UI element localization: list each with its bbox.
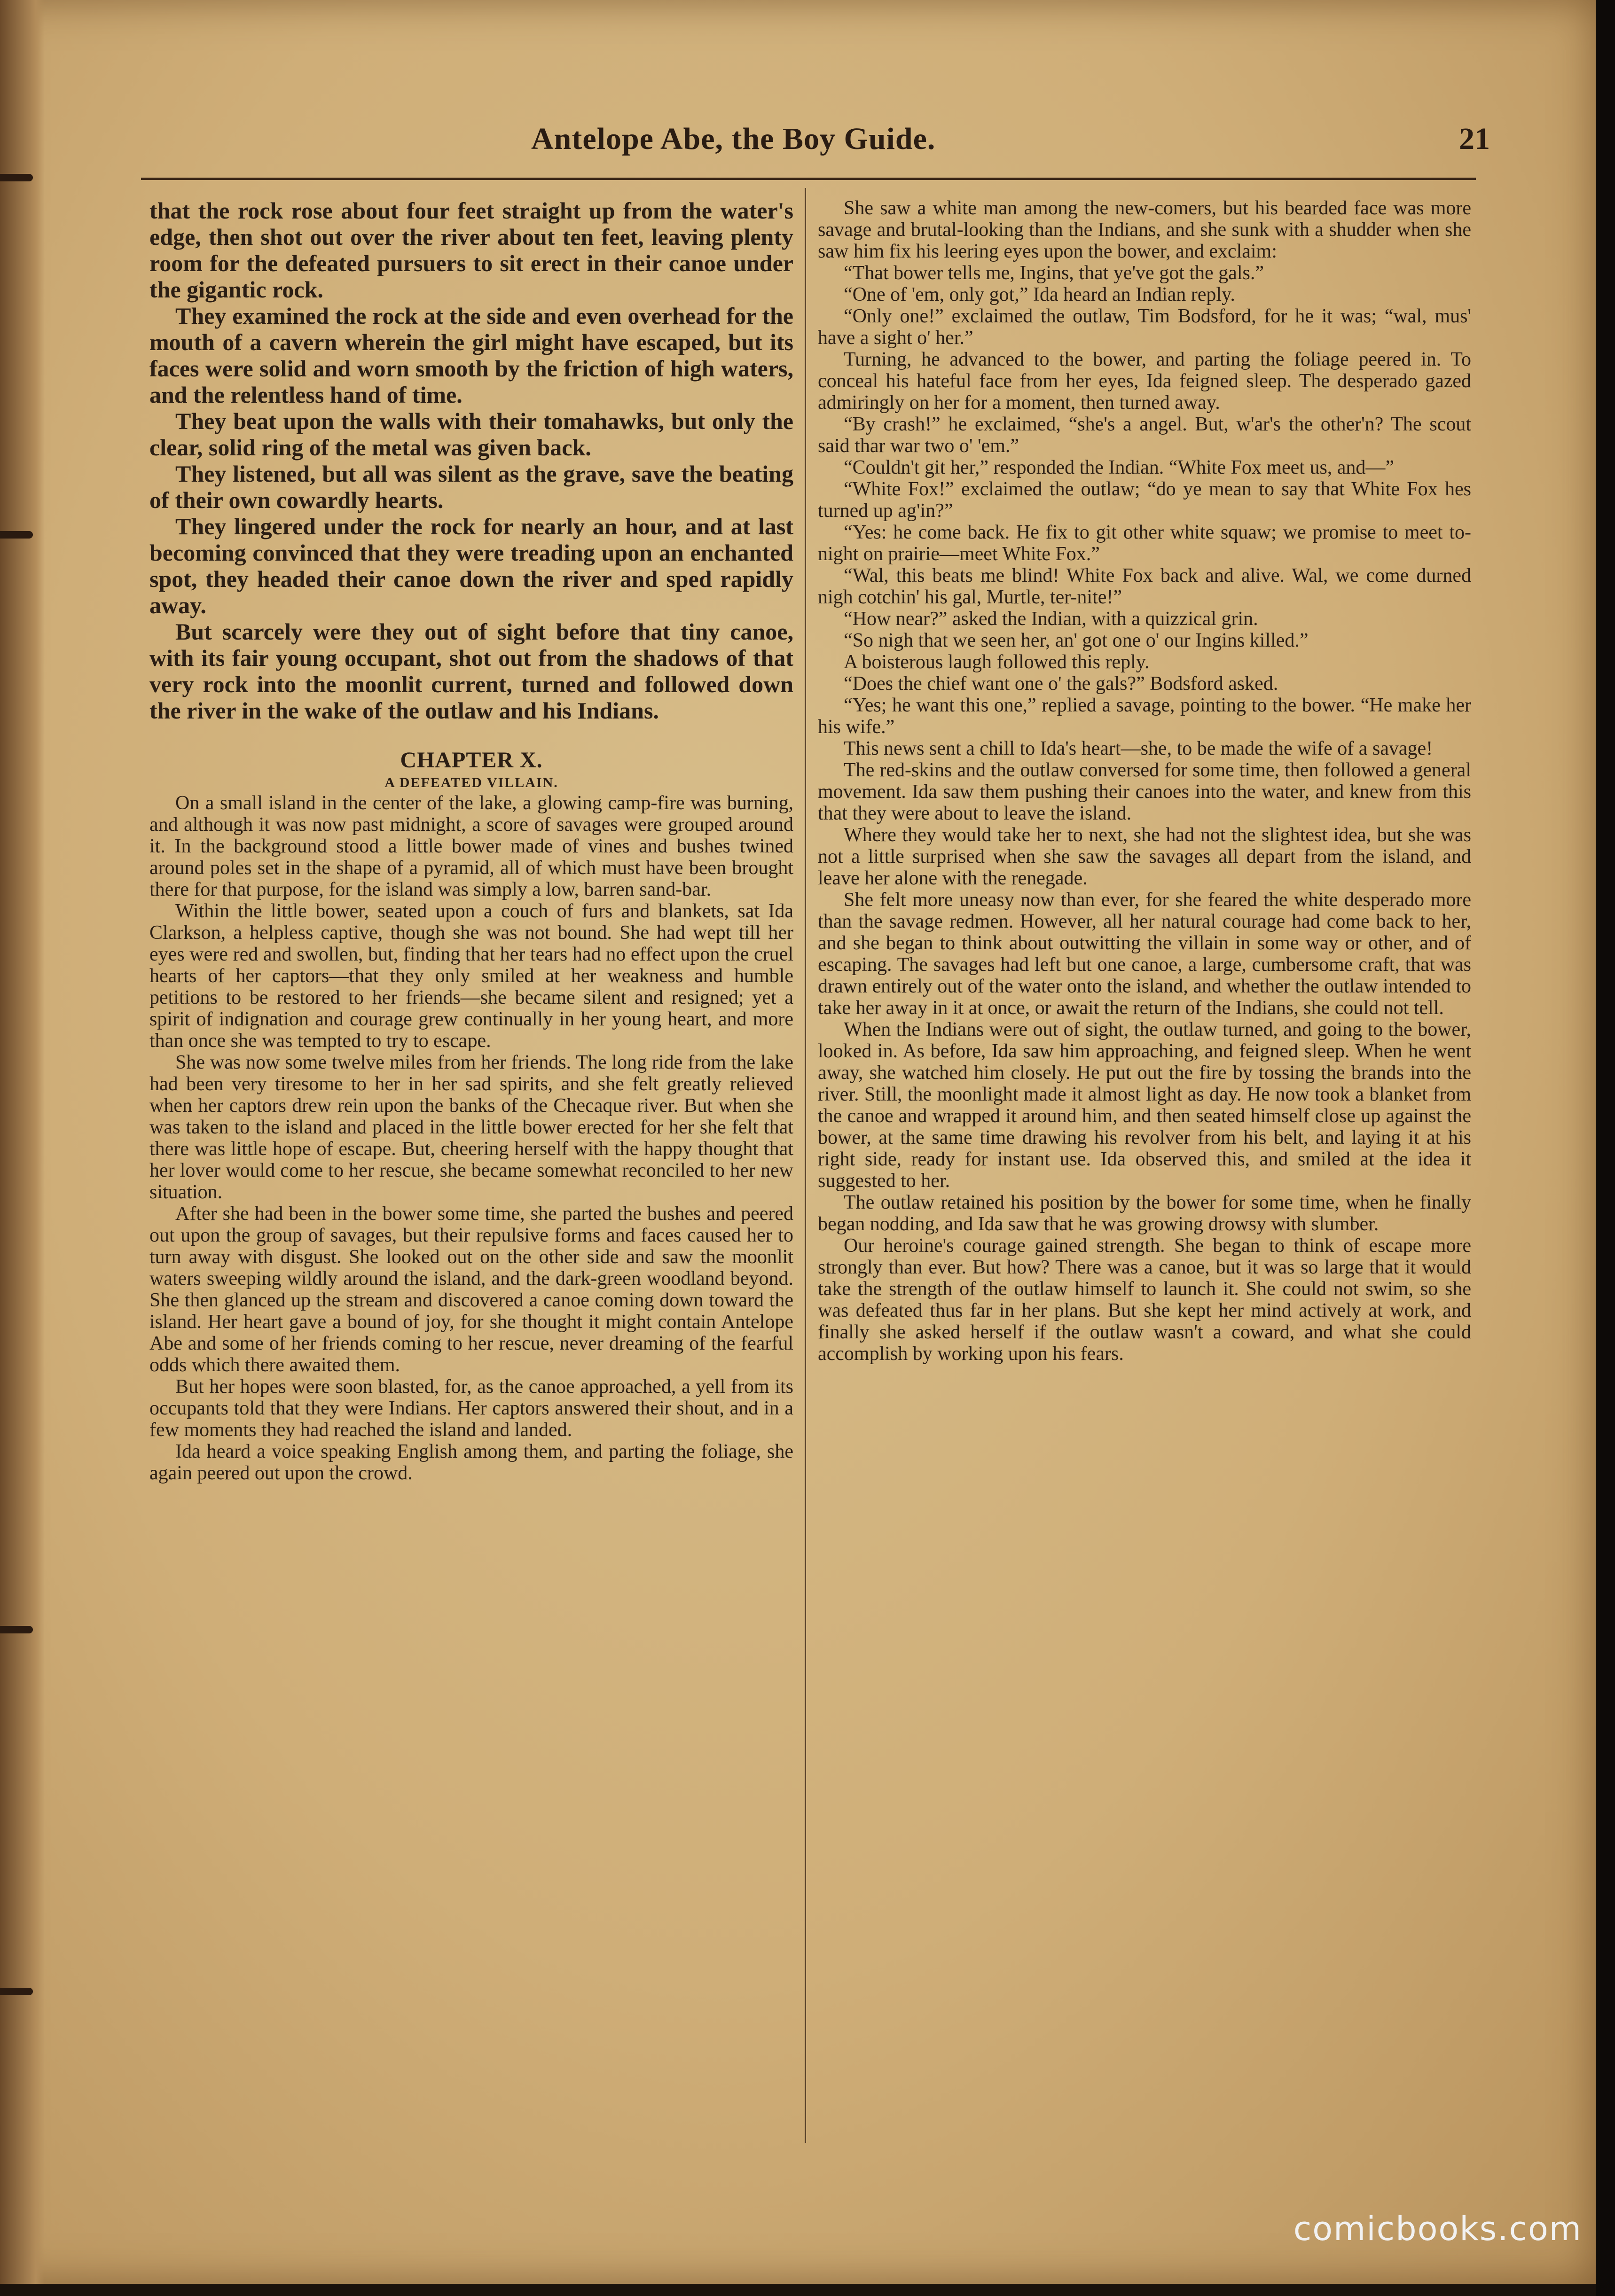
left-column bbox=[149, 197, 793, 2143]
binding-edge bbox=[0, 0, 45, 2284]
column-divider bbox=[805, 188, 806, 2143]
chapter-heading: CHAPTER X. bbox=[400, 748, 543, 773]
paragraph: They listened, but all was silent as the grave, save the beating of their own cowardly hearts. bbox=[149, 461, 793, 513]
page-header bbox=[531, 121, 1490, 168]
paragraph: “By crash!” he exclaimed, “she's a angel. But, w'ar's the other'n? The scout said thar war two o' 'em.” bbox=[818, 414, 1471, 457]
lead-text bbox=[149, 197, 793, 724]
paragraph: On a small island in the center of the lake, a glowing camp-fire was burning, and although it was now past midnight, a score of savages were grouped around it. In the background stood a little bower made of vines and bushes twined around poles set in the shape of a pyramid, all of which must have been brought there for that purpose, for the island was simply a low, barren sand-bar. bbox=[149, 792, 793, 900]
paragraph: This news sent a chill to Ida's heart—she, to be made the wife of a savage! bbox=[844, 738, 1433, 759]
staple-mark bbox=[0, 1626, 33, 1633]
paragraph: “Does the chief want one o' the gals?” Bodsford asked. bbox=[844, 673, 1278, 695]
chapter-subtitle: A DEFEATED VILLAIN. bbox=[384, 775, 558, 790]
page-number: 21 bbox=[1459, 122, 1490, 156]
paragraph: They beat upon the walls with their tomahawks, but only the clear, solid ring of the metal was given back. bbox=[149, 408, 793, 461]
paragraph: But her hopes were soon blasted, for, as the canoe approached, a yell from its occupants told that they were Indians. Her captors answered their shout, and in a few moments they had reached the island and landed. bbox=[149, 1376, 793, 1441]
header-rule bbox=[141, 178, 1476, 180]
paragraph: “White Fox!” exclaimed the outlaw; “do ye mean to say that White Fox hes turned up ag'in?” bbox=[818, 478, 1471, 522]
paragraph: She was now some twelve miles from her friends. The long ride from the lake had been very tiresome to her in her sad spirits, and she felt greatly relieved when her captors drew rein upon the banks of the Checaque river. But when she was taken to the island and placed in the little bower erected for her she felt that there was little hope of escape. But, cheering herself with the happy thought that her lover would come to her rescue, she became somewhat reconciled to her new situation. bbox=[149, 1052, 793, 1203]
paragraph: Ida heard a voice speaking English among them, and parting the foliage, she again peered out upon the crowd. bbox=[149, 1441, 793, 1484]
paragraph: A boisterous laugh followed this reply. bbox=[844, 651, 1150, 673]
running-title: Antelope Abe, the Boy Guide. bbox=[531, 122, 936, 156]
paragraph: Turning, he advanced to the bower, and parting the foliage peered in. To conceal his hateful face from her eyes, Ida feigned sleep. The desperado gazed admiringly on her for a moment, then turned away. bbox=[818, 349, 1471, 414]
right-column bbox=[818, 197, 1471, 2143]
paragraph: “One of 'em, only got,” Ida heard an Indian reply. bbox=[844, 284, 1235, 305]
paragraph: She saw a white man among the new-comers, but his bearded face was more savage and brutal-looking than the Indians, and she sunk with a shudder when she saw him fix his leering eyes upon the bower, and exclaim: bbox=[818, 197, 1471, 262]
paragraph: “That bower tells me, Ingins, that ye've got the gals.” bbox=[844, 262, 1264, 284]
paragraph: When the Indians were out of sight, the outlaw turned, and going to the bower, looked in. As before, Ida saw him approaching, and feigned sleep. When he went away, she watched him closely. He put out the fire by tossing the brands into the river. Still, the moonlight made it almost light as day. He now took a blanket from the canoe and wrapped it around him, and then seated himself close up against the bower, at the same time drawing his revolver from his belt, and laying it at his right side, ready for instant use. Ida observed this, and smiled at the idea it suggested to her. bbox=[818, 1019, 1471, 1192]
paragraph: She felt more uneasy now than ever, for she feared the white desperado more than the savage redmen. However, all her natural courage had come back to her, and she began to think about outwitting the villain in some way or other, and of escaping. The savages had left but one canoe, a large, cumbersome craft, that was drawn entirely out of the water onto the island, and whether the outlaw intended to take her away in it at once, or await the return of the Indians, she could not tell. bbox=[818, 889, 1471, 1019]
paragraph: “Yes; he want this one,” replied a savage, pointing to the bower. “He make her his wife.” bbox=[818, 695, 1471, 738]
paragraph: Our heroine's courage gained strength. She began to think of escape more strongly than ever. But how? There was a canoe, but it was so large that it would take the strength of the outlaw himself to launch it. She could not swim, so she was defeated thus far in her plans. But she kept her mind actively at work, and finally she asked herself if the outlaw wasn't a coward, and what she could accomplish by working upon his fears. bbox=[818, 1235, 1471, 1365]
paragraph: They lingered under the rock for nearly an hour, and at last becoming convinced that they were treading upon an enchanted spot, they headed their canoe down the river and sped rapidly away. bbox=[149, 513, 793, 618]
watermark: comicbooks.com bbox=[1293, 2210, 1582, 2248]
paragraph: that the rock rose about four feet straight up from the water's edge, then shot out over the river about ten feet, leaving plenty room for the defeated pursuers to sit erect in their canoe under the gigantic rock. bbox=[149, 197, 793, 303]
paragraph: “Couldn't git her,” responded the Indian. “White Fox meet us, and—” bbox=[844, 457, 1395, 478]
paragraph: They examined the rock at the side and even overhead for the mouth of a cavern wherein the girl might have escaped, but its faces were solid and worn smooth by the friction of high waters, and the relentless hand of time. bbox=[149, 303, 793, 408]
staple-mark bbox=[0, 531, 33, 539]
staple-mark bbox=[0, 1988, 33, 1995]
paragraph: Within the little bower, seated upon a couch of furs and blankets, sat Ida Clarkson, a helpless captive, though she was not bound. She had wept till her eyes were red and swollen, but, finding that her tears had no effect upon the cruel hearts of her captors—that they only smiled at her weakness and humble petitions to be restored to her friends—she became silent and resigned; yet a spirit of indignation and courage grew continually in her young heart, and more than once she was tempted to try to escape. bbox=[149, 900, 793, 1052]
paragraph: The red-skins and the outlaw conversed for some time, then followed a general movement. Ida saw them pushing their canoes into the water, and knew from this that they were about to leave the island. bbox=[818, 759, 1471, 824]
scan-edge bbox=[1596, 0, 1615, 2296]
paragraph: After she had been in the bower some time, she parted the bushes and peered out upon the group of savages, but their repulsive forms and faces caused her to turn away with disgust. She looked out on the other side and saw the moonlit waters sweeping wildly around the island, and the dark-green woodland beyond. She then glanced up the stream and discovered a canoe coming down toward the island. Her heart gave a bound of joy, for she thought it might contain Antelope Abe and some of her friends coming to her rescue, never dreaming of the fearful odds which there awaited them. bbox=[149, 1203, 793, 1376]
paragraph: “How near?” asked the Indian, with a quizzical grin. bbox=[844, 608, 1258, 630]
paragraph: “Yes: he come back. He fix to git other white squaw; we promise to meet to-night on prairie—meet White Fox.” bbox=[818, 522, 1471, 565]
staple-mark bbox=[0, 174, 33, 181]
chapter-text bbox=[149, 792, 793, 1484]
paragraph: Where they would take her to next, she had not the slightest idea, but she was not a little surprised when she saw the savages all depart from the island, and leave her alone with the renegade. bbox=[818, 824, 1471, 889]
paragraph: “So nigh that we seen her, an' got one o' our Ingins killed.” bbox=[844, 630, 1309, 651]
paragraph: The outlaw retained his position by the bower for some time, when he finally began nodding, and Ida saw that he was growing drowsy with slumber. bbox=[818, 1192, 1471, 1235]
paragraph: But scarcely were they out of sight before that tiny canoe, with its fair young occupant, shot out from the shadows of that very rock into the moonlit current, turned and followed down the river in the wake of the outlaw and his Indians. bbox=[149, 618, 793, 724]
paragraph: “Wal, this beats me blind! White Fox back and alive. Wal, we come durned nigh cotchin' his gal, Murtle, ter-nite!” bbox=[818, 565, 1471, 608]
paragraph: “Only one!” exclaimed the outlaw, Tim Bodsford, for he it was; “wal, mus' have a sight o' her.” bbox=[818, 305, 1471, 349]
